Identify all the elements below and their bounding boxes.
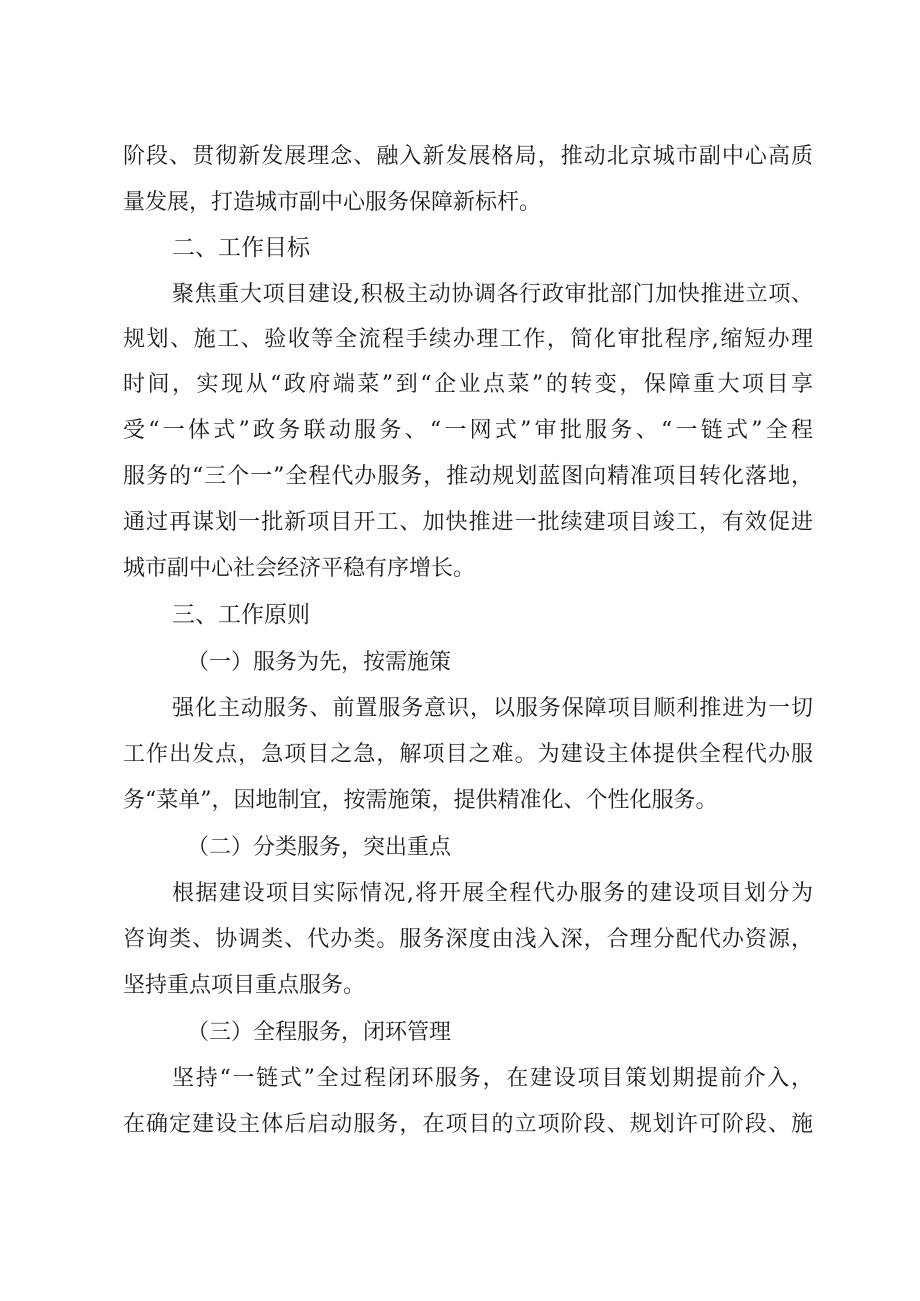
subsection-1-line-2: 工作出发点，急项目之急，解项目之难。为建设主体提供全程代办服 — [123, 742, 813, 767]
intro-line-2: 量发展，打造城市副中心服务保障新标杆。 — [123, 190, 542, 215]
section-2-heading: 二、工作目标 — [172, 235, 310, 261]
subsection-2-line-2: 咨询类、协调类、代办类。服务深度由浅入深，合理分配代办资源， — [123, 927, 813, 952]
section-2-line-1: 聚焦重大项目建设,积极主动协调各行政审批部门加快推进立项、 — [172, 282, 813, 307]
intro-line-1: 阶段、贯彻新发展理念、融入新发展格局，推动北京城市副中心高质 — [123, 144, 813, 169]
subsection-1-line-1: 强化主动服务、前置服务意识，以服务保障项目顺利推进为一切 — [172, 696, 813, 721]
subsection-2-title: （二）分类服务，突出重点 — [187, 835, 452, 860]
subsection-3-line-2: 在确定建设主体后启动服务，在项目的立项阶段、规划许可阶段、施 — [123, 1112, 813, 1137]
section-2-line-3: 时间，实现从“政府端菜”到“企业点菜”的转变，保障重大项目享 — [123, 372, 813, 397]
subsection-2-line-3: 坚持重点项目重点服务。 — [123, 973, 366, 998]
section-2-line-6: 通过再谋划一批新项目开工、加快推进一批续建项目竣工，有效促进 — [123, 510, 813, 535]
subsection-3-title: （三）全程服务，闭环管理 — [187, 1020, 452, 1045]
section-2-line-2: 规划、施工、验收等全流程手续办理工作，简化审批程序,缩短办理 — [123, 327, 813, 352]
section-2-line-7: 城市副中心社会经济平稳有序增长。 — [123, 556, 476, 581]
section-2-line-4: 受“一体式”政务联动服务、“一网式”审批服务、“一链式”全程 — [123, 418, 813, 443]
subsection-1-title: （一）服务为先，按需施策 — [187, 650, 452, 675]
section-2-line-5: 服务的“三个一”全程代办服务，推动规划蓝图向精准项目转化落地， — [123, 464, 813, 489]
subsection-2-line-1: 根据建设项目实际情况,将开展全程代办服务的建设项目划分为 — [172, 881, 813, 906]
subsection-1-line-3: 务“菜单”，因地制宜，按需施策，提供精准化、个性化服务。 — [123, 788, 718, 813]
section-3-heading: 三、工作原则 — [172, 602, 310, 628]
subsection-3-line-1: 坚持“一链式”全过程闭环服务，在建设项目策划期提前介入， — [172, 1066, 813, 1091]
